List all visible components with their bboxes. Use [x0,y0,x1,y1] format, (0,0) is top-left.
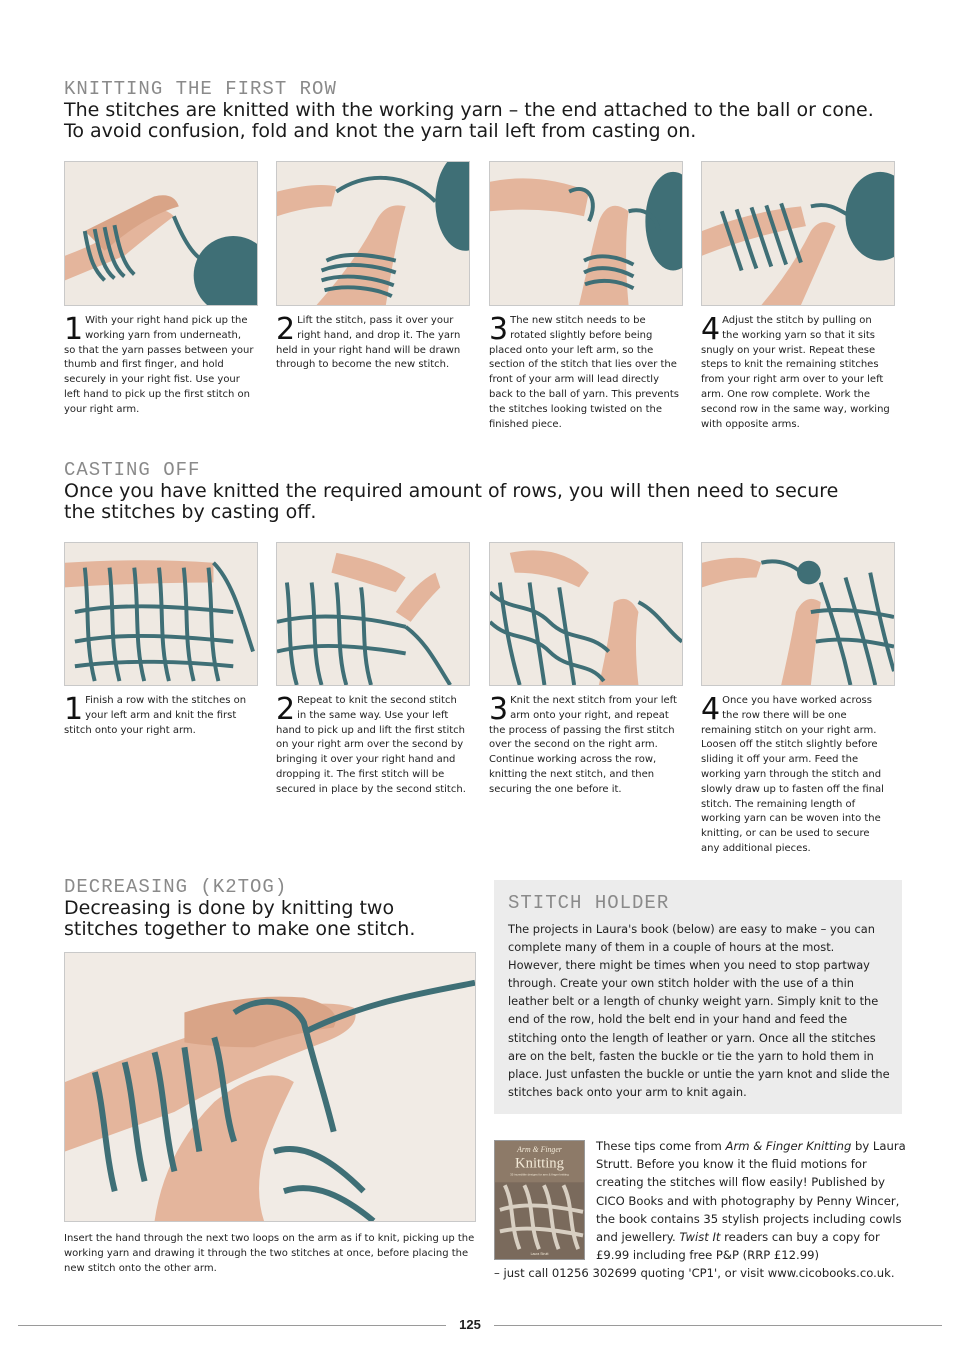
step-number: 4 [701,312,721,347]
stitch-holder-body: The projects in Laura's book (below) are easy to make – you can complete many of them in a couple of hours at the most. However, there might be times when you need to stop partway through. Create your own stitch holder with the use of a thin leather belt or a length of chunky weight yarn. Simply knit to the end of the row, hold the belt end in your hand and feed the stitching onto the length of leather or yarn. Once all the stitches are on the belt, fasten the buckle or tie the yarn to hold them in place. Just unfasten the buckle or untie the yarn knot and slide the stitches back onto your arm to knit again. [508,922,890,1099]
book-cover-image [494,1140,585,1260]
photo-first-row-step-1 [64,161,258,306]
section-kicker-decreasing: DECREASING (K2TOG) [64,876,288,898]
step-text: Knit the next stitch from your left arm onto your right, and repeat the process of passing the first stitch over the second on the right arm. Continue working across the row, knitting the next stitch, and then securing the one before it. [489,695,677,795]
step-number: 1 [64,312,84,347]
book-cover-illustration [495,1141,584,1259]
knitting-photo-illustration [490,543,682,685]
decreasing-caption: Insert the hand through the next two loops on the arm as if to knit, picking up the working yarn and drawing it through the two stitches at once, before placing the new stitch onto the other arm. [64,1233,475,1274]
footer-rule-left [18,1325,446,1326]
step-number: 1 [64,692,84,727]
stitch-holder-title: STITCH HOLDER [508,892,670,914]
step-text: Lift the stitch, pass it over your right hand, and drop it. The yarn held in your right hand will be drawn through to become the new stitch. [276,315,461,371]
book-cover-title: Knitting [515,1155,564,1172]
step-number: 2 [276,692,296,727]
section-kicker-casting-off: CASTING OFF [64,459,201,481]
first-row-step-4 [701,314,891,432]
photo-first-row-step-2 [276,161,470,306]
photo-decreasing [64,952,476,1222]
photo-casting-off-step-2 [276,542,470,686]
book-cover-title-top: Arm & Finger [517,1144,562,1154]
step-text: Adjust the stitch by pulling on the working yarn so that it sits snugly on your wrist. Repeat these steps to knit the remaining stitches from your right arm over to your left arm. One row complete. Work the second row in the same way, working with opposite arms. [701,315,890,430]
book-promo-contact: – just call 01256 302699 quoting 'CP1', or visit www.cicobooks.co.uk. [494,1266,895,1280]
promo-magazine-name: Twist It [679,1230,721,1245]
stitch-holder-box [494,880,902,1114]
book-cover-author: Laura Strutt [530,1252,549,1257]
casting-off-step-1 [64,694,254,738]
step-text: The new stitch needs to be rotated slightly before being placed onto your left arm, so the section of the stitch that lies over the front of your arm will lead directly back to the ball of yarn. This prevents the stitches looking twisted on the finished piece. [489,315,679,430]
section-lead-first-row: The stitches are knitted with the working yarn – the end attached to the ball or cone. To avoid confusion, fold and knot the yarn tail left from casting on. [64,99,874,142]
page-number: 125 [459,1317,481,1332]
knitting-photo-illustration [702,543,894,685]
casting-off-step-2 [276,694,466,798]
step-text: Once you have worked across the row there will be one remaining stitch on your right arm. Loosen off the stitch slightly before sliding it off your arm. Feed the working yarn through the stitch and slowly draw up to fasten off the final stitch. The remaining length of working yarn can be woven into the knitting, or can be used to secure any additional pieces. [701,695,884,854]
promo-part-3: readers can buy a copy for £9.99 including free P&P (RRP £12.99) [596,1230,880,1263]
book-cover-subtitle: 35 incredible designs for arm & finger knitting [510,1172,569,1177]
section-lead-decreasing: Decreasing is done by knitting two stitches together to make one stitch. [64,897,416,940]
casting-off-step-3 [489,694,679,798]
promo-part-2: by Laura Strutt. Before you know it the fluid motions for creating the stitches will flow easily! Published by CICO Books and with photography by Penny Wincer, the book contains 35 stylish projects including cowls and jewellery. [596,1139,906,1245]
knitting-photo-illustration [490,162,682,305]
first-row-step-2 [276,314,466,373]
photo-first-row-step-3 [489,161,683,306]
promo-book-title: Arm & Finger Knitting [725,1139,852,1153]
section-kicker-first-row: KNITTING THE FIRST ROW [64,78,337,100]
step-number: 3 [489,312,509,347]
photo-first-row-step-4 [701,161,895,306]
photo-casting-off-step-1 [64,542,258,686]
step-number: 4 [701,692,721,727]
promo-part-1: These tips come from [596,1139,726,1153]
step-number: 3 [489,692,509,727]
photo-casting-off-step-4 [701,542,895,686]
casting-off-step-4 [701,694,891,857]
knitting-photo-illustration [277,162,469,305]
knitting-photo-illustration [277,543,469,685]
step-text: Finish a row with the stitches on your left arm and knit the first stitch onto your right arm. [64,695,247,736]
knitting-photo-illustration [65,953,475,1221]
photo-casting-off-step-3 [489,542,683,686]
first-row-step-3 [489,314,679,432]
knitting-photo-illustration [65,543,257,685]
first-row-step-1 [64,314,254,418]
step-text: Repeat to knit the second stitch in the same way. Use your left hand to pick up and lift the first stitch on your right arm over the second by bringing it over your right hand and dropping it. The first stitch will be secured in place by the second stitch. [276,695,466,795]
knitting-photo-illustration [702,162,894,305]
step-number: 2 [276,312,296,347]
step-text: With your right hand pick up the working yarn from underneath, so that the yarn passes between your thumb and first finger, and hold securely in your right fist. Use your left hand to pick up the first stitch on your right arm. [64,315,254,415]
section-lead-casting-off: Once you have knitted the required amount of rows, you will then need to secure the stitches by casting off. [64,480,839,523]
knitting-photo-illustration [65,162,257,305]
book-promo-text [596,1137,908,1264]
footer-rule-right [494,1325,942,1326]
